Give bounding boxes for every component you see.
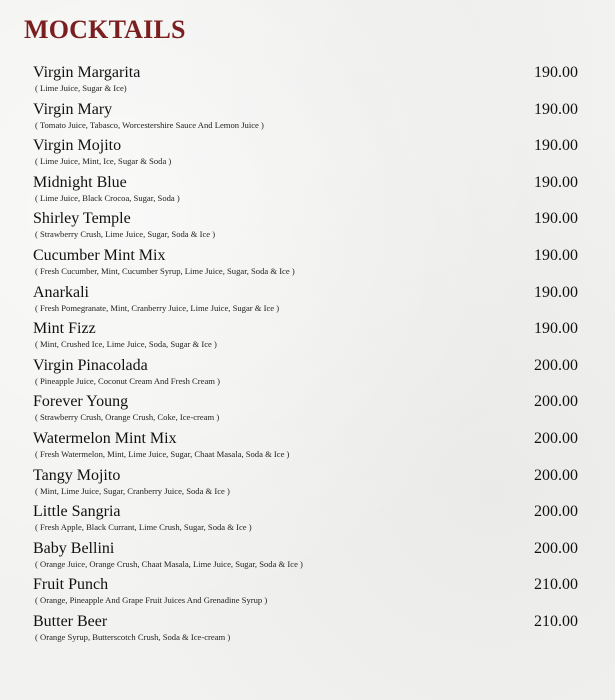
item-name: Shirley Temple (33, 210, 131, 228)
item-name: Baby Bellini (33, 539, 115, 557)
item-description: ( Lime Juice, Sugar & Ice) (35, 83, 127, 93)
menu-item-shirley-temple (33, 209, 581, 246)
menu-item-cucumber-mint-mix (33, 246, 581, 283)
item-name: Butter Beer (33, 612, 108, 630)
menu-item-butter-beer (33, 612, 581, 649)
item-price: 190.00 (534, 64, 578, 81)
item-name: Virgin Mary (33, 100, 113, 118)
item-description: ( Orange Juice, Orange Crush, Chaat Masala, Lime Juice, Sugar, Soda & Ice ) (35, 558, 303, 569)
item-name: Virgin Mojito (33, 137, 122, 155)
item-price: 190.00 (534, 283, 578, 301)
item-price: 190.00 (534, 210, 578, 228)
item-price: 200.00 (534, 393, 578, 411)
item-description: ( Pineapple Juice, Coconut Cream And Fresh Cream ) (35, 375, 220, 386)
item-description: ( Mint, Crushed Ice, Lime Juice, Soda, Sugar & Ice ) (35, 339, 217, 350)
menu-item-anarkali (33, 283, 581, 320)
item-name: Tangy Mojito (33, 466, 121, 484)
item-name: Midnight Blue (33, 173, 127, 191)
item-description: ( Strawberry Crush, Lime Juice, Sugar, Soda & Ice ) (35, 229, 216, 240)
menu-item-virgin-margarita (33, 63, 581, 100)
item-price: 200.00 (534, 466, 578, 484)
item-description: ( Orange Syrup, Butterscotch Crush, Soda & Ice-cream ) (35, 631, 231, 642)
item-description: ( Lime Juice, Mint, Ice, Sugar & Soda ) (35, 156, 172, 167)
item-description: ( Tomato Juice, Tabasco, Worcestershire Sauce And Lemon Juice ) (35, 119, 264, 130)
item-price: 190.00 (534, 100, 578, 118)
menu-item-fruit-punch (33, 575, 581, 612)
item-description: ( Lime Juice, Black Crocoa, Sugar, Soda ) (35, 192, 180, 203)
item-name: Little Sangria (33, 503, 121, 521)
item-price: 200.00 (534, 539, 578, 557)
item-name: Mint Fizz (33, 320, 96, 338)
item-description: ( Fresh Cucumber, Mint, Cucumber Syrup, Lime Juice, Sugar, Soda & Ice ) (35, 265, 295, 276)
menu-item-virgin-mary (33, 100, 581, 137)
menu-item-watermelon-mint-mix (33, 429, 581, 466)
menu-list (33, 63, 581, 649)
item-description: ( Fresh Pomegranate, Mint, Cranberry Juice, Lime Juice, Sugar & Ice ) (35, 302, 280, 313)
item-description: ( Fresh Apple, Black Currant, Lime Crush, Sugar, Soda & Ice ) (35, 522, 252, 533)
item-description: ( Fresh Watermelon, Mint, Lime Juice, Sugar, Chaat Masala, Soda & Ice ) (35, 448, 290, 459)
menu-title: MOCKTAILS (24, 15, 186, 44)
item-name: Watermelon Mint Mix (33, 429, 177, 447)
menu-item-mint-fizz (33, 319, 581, 356)
item-name: Virgin Margarita (33, 64, 141, 81)
item-description: ( Mint, Lime Juice, Sugar, Cranberry Juice, Soda & Ice ) (35, 485, 230, 496)
item-name: Anarkali (33, 283, 89, 301)
item-name: Fruit Punch (33, 576, 109, 594)
item-price: 190.00 (534, 246, 578, 264)
item-name: Cucumber Mint Mix (33, 246, 166, 264)
menu-item-midnight-blue (33, 173, 581, 210)
item-price: 190.00 (534, 173, 578, 191)
item-description: ( Strawberry Crush, Orange Crush, Coke, Ice-cream ) (35, 412, 220, 423)
menu-item-virgin-pinacolada (33, 356, 581, 393)
item-price: 210.00 (534, 612, 578, 630)
item-price: 210.00 (534, 576, 578, 594)
menu-item-forever-young (33, 392, 581, 429)
item-price: 200.00 (534, 503, 578, 521)
item-price: 190.00 (534, 320, 578, 338)
item-price: 200.00 (534, 429, 578, 447)
item-description: ( Orange, Pineapple And Grape Fruit Juices And Grenadine Syrup ) (35, 595, 268, 606)
menu-item-virgin-mojito (33, 136, 581, 173)
item-price: 200.00 (534, 356, 578, 374)
item-name: Forever Young (33, 393, 129, 411)
menu-item-tangy-mojito (33, 466, 581, 503)
menu-item-little-sangria (33, 502, 581, 539)
menu-item-baby-bellini (33, 539, 581, 576)
item-name: Virgin Pinacolada (33, 356, 148, 374)
item-price: 190.00 (534, 137, 578, 155)
